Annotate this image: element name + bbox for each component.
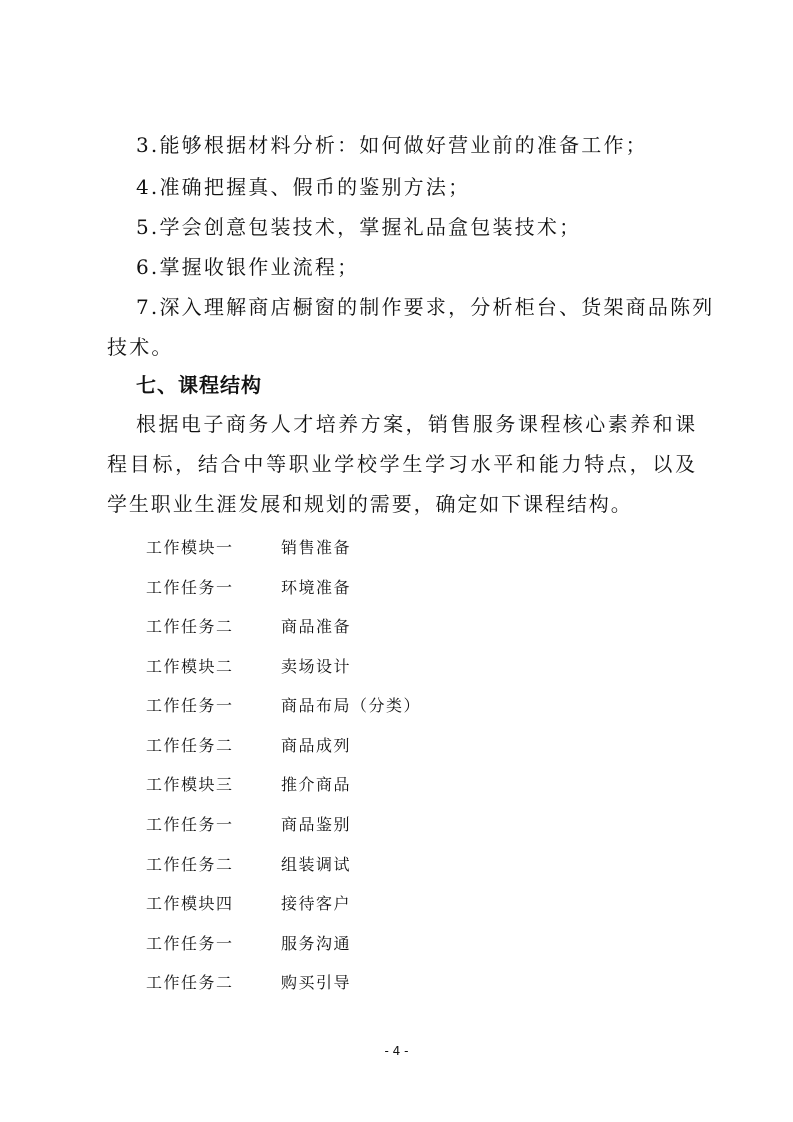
list-item — [146, 813, 351, 837]
objective-item-5: 5.学会创意包装技术，掌握礼品盒包装技术； — [136, 215, 582, 239]
item-name: 接待客户 — [281, 894, 352, 913]
objective-item-7-continuation: 技术。 — [107, 335, 174, 359]
item-name: 商品鉴别 — [281, 815, 352, 834]
item-name: 卖场设计 — [281, 657, 352, 676]
item-name: 组装调试 — [281, 855, 352, 874]
list-item — [146, 615, 351, 639]
item-label: 工作模块二 — [146, 657, 234, 676]
section-paragraph: 根据电子商务人才培养方案，销售服务课程核心素养和课程目标，结合中等职业学校学生学习水平和能力特点，以及学生职业生涯发展和规划的需要，确定如下课程结构。 — [107, 412, 697, 516]
item-name: 购买引导 — [281, 973, 352, 992]
item-label: 工作任务一 — [146, 815, 234, 834]
list-item — [146, 853, 351, 877]
item-label: 工作任务二 — [146, 973, 234, 992]
list-item — [146, 536, 351, 560]
objective-item-6: 6.掌握收银作业流程； — [136, 255, 360, 279]
item-label: 工作任务一 — [146, 934, 234, 953]
item-label: 工作模块一 — [146, 538, 234, 557]
list-item — [146, 971, 351, 995]
page-number: - 4 - — [384, 1044, 409, 1058]
item-name: 商品成列 — [281, 736, 352, 755]
item-name: 商品准备 — [281, 617, 352, 636]
item-label: 工作模块四 — [146, 894, 234, 913]
list-item — [146, 734, 351, 758]
list-item — [146, 932, 351, 956]
list-item — [146, 576, 351, 600]
item-label: 工作任务二 — [146, 736, 234, 755]
list-item — [146, 694, 421, 718]
objective-item-7: 7.深入理解商店橱窗的制作要求，分析柜台、货架商品陈列 — [136, 295, 715, 319]
item-label: 工作模块三 — [146, 775, 234, 794]
item-name: 推介商品 — [281, 775, 352, 794]
objective-item-4: 4.准确把握真、假币的鉴别方法； — [136, 175, 471, 199]
item-name: 商品布局（分类） — [281, 696, 422, 715]
item-label: 工作任务二 — [146, 617, 234, 636]
list-item — [146, 655, 351, 679]
list-item — [146, 773, 351, 797]
item-label: 工作任务二 — [146, 855, 234, 874]
item-name: 环境准备 — [281, 578, 352, 597]
item-name: 销售准备 — [281, 538, 352, 557]
item-label: 工作任务一 — [146, 578, 234, 597]
section-heading: 七、课程结构 — [136, 373, 262, 397]
objective-item-3: 3.能够根据材料分析：如何做好营业前的准备工作； — [136, 133, 648, 157]
item-name: 服务沟通 — [281, 934, 352, 953]
item-label: 工作任务一 — [146, 696, 234, 715]
list-item — [146, 892, 351, 916]
